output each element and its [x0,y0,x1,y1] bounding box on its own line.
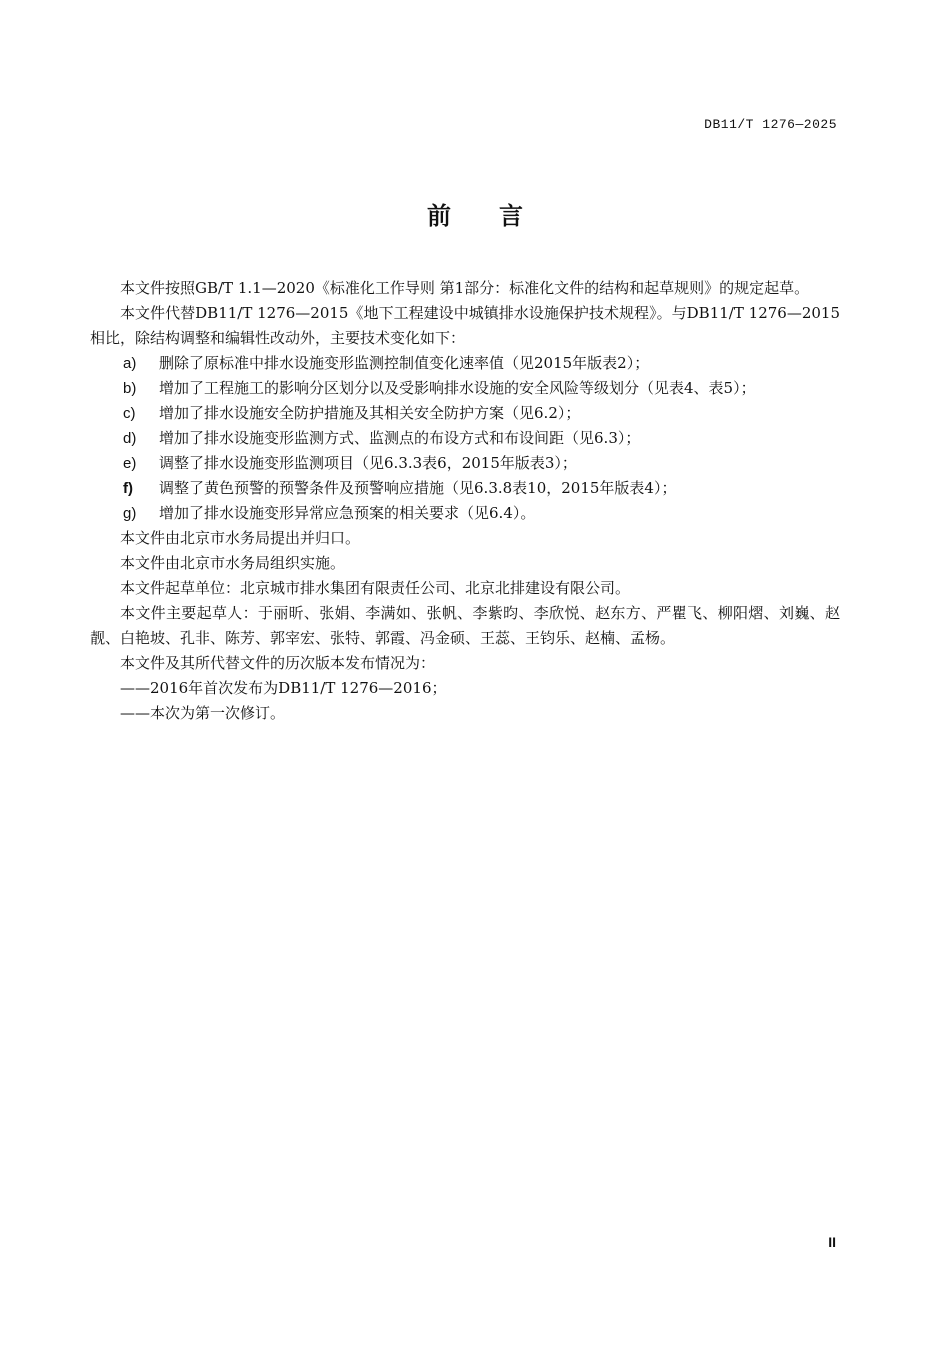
paragraph-drafting-rules: 本文件按照GB/T 1.1—2020《标准化工作导则 第1部分：标准化文件的结构和起草规则》的规定起草。 [120,279,810,297]
list-item-label: c) [123,405,136,422]
list-item-text: 增加了工程施工的影响分区划分以及受影响排水设施的安全风险等级划分（见表4、表5）； [159,379,756,397]
list-item-label: a) [123,355,137,372]
paragraph-implementer: 本文件由北京市水务局组织实施。 [120,554,346,572]
list-item [90,351,840,376]
list-item-label: e) [123,455,137,472]
list-item-text: 增加了排水设施变形异常应急预案的相关要求（见6.4）。 [159,504,536,522]
list-item [90,451,840,476]
paragraph-proposer: 本文件由北京市水务局提出并归口。 [120,529,361,547]
list-item-label: f) [123,480,133,497]
list-item-text: 调整了黄色预警的预警条件及预警响应措施（见6.3.8表10，2015年版表4）； [159,479,677,497]
list-item-label: b) [123,380,137,397]
list-item-text: 删除了原标准中排水设施变形监测控制值变化速率值（见2015年版表2）； [159,354,650,372]
list-item-label: g) [123,505,137,522]
paragraph-drafters: 本文件主要起草人：于丽昕、张娟、李满如、张帆、李紫昀、李欣悦、赵东方、严瞿飞、柳阳熠、刘巍、赵靓、白艳坡、孔非、陈芳、郭宰宏、张特、郭霞、冯金硕、王蕊、王钧乐、赵楠、孟杨。 [90,604,840,647]
page-number: II [828,1234,836,1250]
list-item [90,376,840,401]
paragraph-history-intro: 本文件及其所代替文件的历次版本发布情况为： [120,654,436,672]
list-item-text: 增加了排水设施安全防护措施及其相关安全防护方案（见6.2）； [159,404,581,422]
paragraph-replacement: 本文件代替DB11/T 1276—2015《地下工程建设中城镇排水设施保护技术规程》。与DB11/T 1276—2015相比，除结构调整和编辑性改动外，主要技术变化如下： [90,304,840,347]
list-item [90,426,840,451]
history-item: ——2016年首次发布为DB11/T 1276—2016； [120,679,447,697]
history-item: ——本次为第一次修订。 [120,704,286,722]
list-item [90,501,840,526]
foreword-body [90,276,840,726]
page-title: 前言 [427,202,571,230]
list-item-label: d) [123,430,137,447]
changes-list [90,351,840,526]
list-item-text: 调整了排水设施变形监测项目（见6.3.3表6，2015年版表3）； [159,454,577,472]
paragraph-drafting-units: 本文件起草单位：北京城市排水集团有限责任公司、北京北排建设有限公司。 [120,579,631,597]
list-item-text: 增加了排水设施变形监测方式、监测点的布设方式和布设间距（见6.3）； [159,429,641,447]
list-item [90,476,840,501]
list-item [90,401,840,426]
document-code: DB11/T 1276—2025 [704,117,837,132]
